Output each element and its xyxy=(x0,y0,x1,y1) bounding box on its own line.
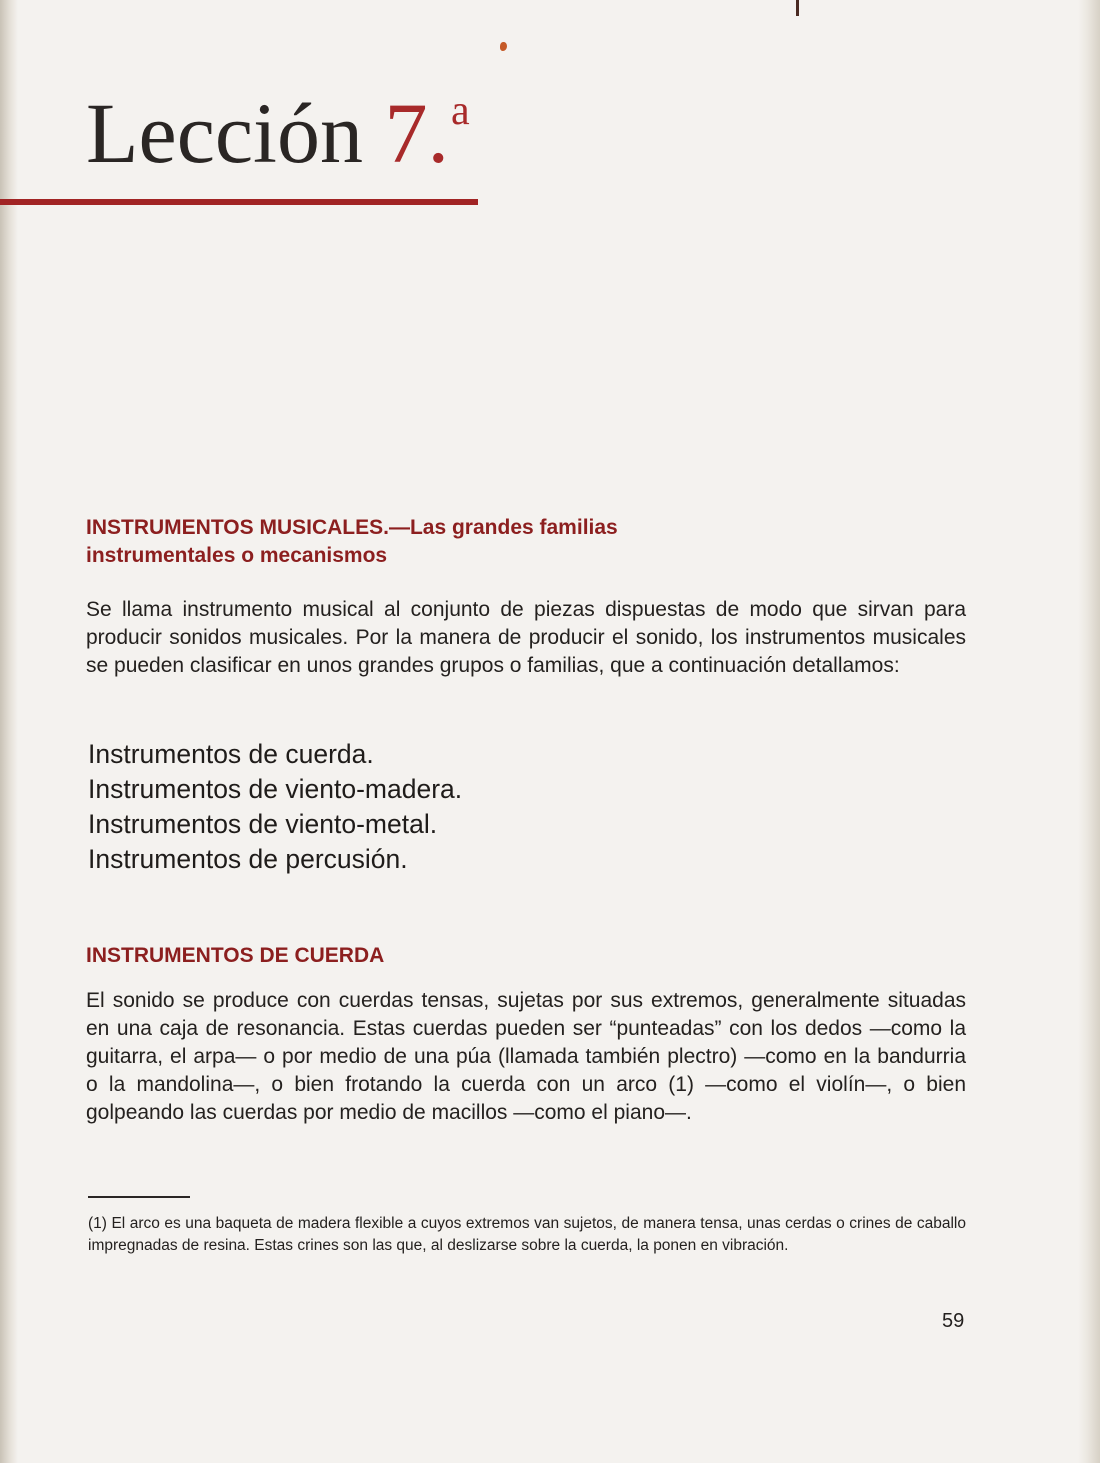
instrument-families-list xyxy=(88,737,462,877)
lesson-ordinal: a xyxy=(450,88,470,134)
section-heading-line1: INSTRUMENTOS MUSICALES.—Las grandes familias xyxy=(86,516,618,539)
title-underline xyxy=(0,199,478,205)
page-binding-shadow xyxy=(0,0,18,1463)
lesson-word: Lección xyxy=(86,85,363,181)
family-item: Instrumentos de viento-madera. xyxy=(88,774,463,804)
section-heading-instrumentos-musicales xyxy=(86,514,618,570)
footnote-rule xyxy=(88,1196,190,1198)
intro-paragraph: Se llama instrumento musical al conjunto de piezas dispuestas de modo que sirvan para producir sonidos musicales. Por la manera de producir el sonido, los instrumentos musicales se pueden clasificar en unos grandes grupos o familias, que a continuación detallamos: xyxy=(86,598,966,677)
family-item: Instrumentos de cuerda. xyxy=(88,739,374,769)
ink-spot xyxy=(500,42,507,51)
page-edge-shadow xyxy=(1078,0,1100,1463)
section-heading-instrumentos-de-cuerda: INSTRUMENTOS DE CUERDA xyxy=(86,944,385,967)
lesson-number: 7. xyxy=(384,85,449,181)
family-item: Instrumentos de percusión. xyxy=(88,844,408,874)
lesson-title xyxy=(86,85,470,181)
family-item: Instrumentos de viento-metal. xyxy=(88,809,438,839)
page-number: 59 xyxy=(942,1310,965,1332)
cuerda-paragraph: El sonido se produce con cuerdas tensas, sujetas por sus extremos, generalmente situadas en una caja de resonancia. Estas cuerdas pueden ser “punteadas” con los dedos —como la guitarra, el arpa— o por medio de una púa (llamada también plectro) —como en la bandurria o la mandolina—, o bien frotando la cuerda con un arco (1) —como el violín—, o bien golpeando las cuerdas por medio de macillos —como el piano—. xyxy=(86,989,966,1124)
footnote: (1) El arco es una baqueta de madera flexible a cuyos extremos van sujetos, de manera tensa, unas cerdas o crines de caballo impregnadas de resina. Estas crines son las que, al deslizarse sobre la cuerda, la ponen en vibración. xyxy=(88,1215,966,1254)
ink-mark xyxy=(796,0,799,16)
section-heading-line2: instrumentales o mecanismos xyxy=(86,544,388,567)
